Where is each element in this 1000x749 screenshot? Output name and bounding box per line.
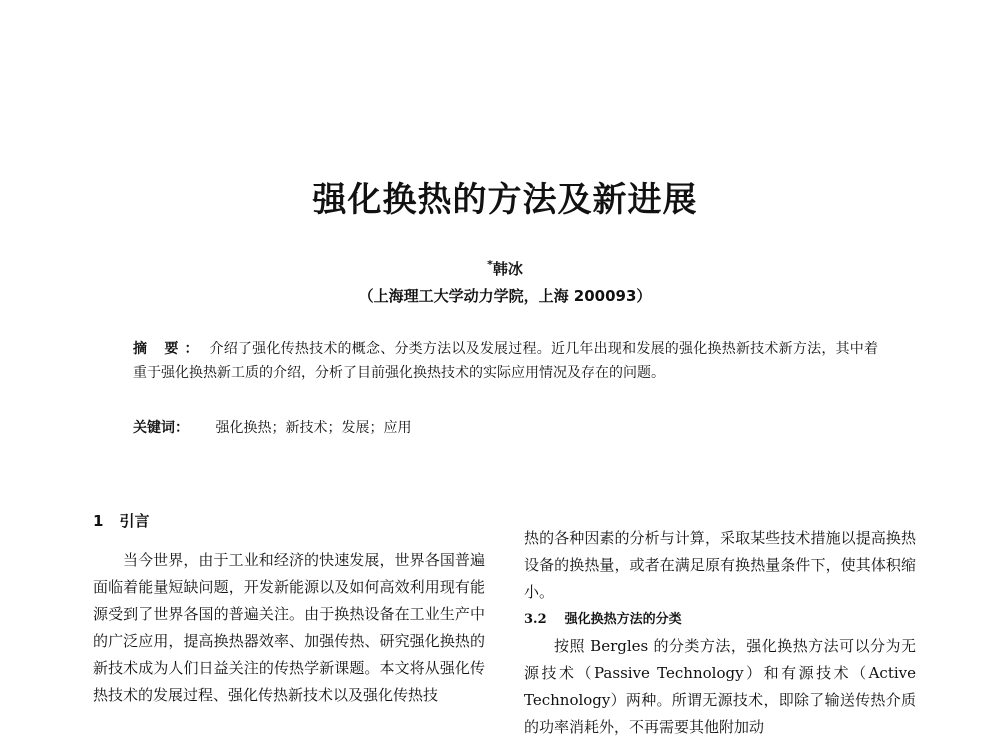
abstract-label: 摘 要：: [133, 341, 205, 357]
continued-paragraph: 热的各种因素的分析与计算，采取某些技术措施以提高换热设备的换热量，或者在满足原有换热量条件下，使其体积缩小。: [524, 529, 916, 601]
author-affiliation: （上海理工大学动力学院，上海 200093）: [358, 287, 652, 305]
author-line: [0, 258, 1000, 279]
section-1-heading: [93, 508, 485, 535]
right-column: [524, 525, 916, 741]
section-1-paragraph: 当今世界，由于工业和经济的快速发展，世界各国普遍面临着能量短缺问题，开发新能源以及如何高效利用现有能源受到了世界各国的普遍关注。由于换热设备在工业生产中的广泛应用，提高换热器效率、加强传热、研究强化换热的新技术成为人们日益关注的传热学新课题。本文将从强化传热技术的发展过程、强化传热新技术以及强化传热技: [93, 551, 485, 704]
author-mark: *: [487, 258, 493, 271]
section-3-2-title: 强化换热方法的分类: [564, 612, 682, 627]
paper-title: 强化换热的方法及新进展: [312, 180, 698, 220]
keywords-label: 关键词：: [133, 420, 189, 436]
abstract-text: 介绍了强化传热技术的概念、分类方法以及发展过程。近几年出现和发展的强化换热新技术新方法，其中着重于强化换热新工质的介绍，分析了目前强化换热技术的实际应用情况及存在的问题。: [133, 341, 879, 381]
section-3-2-paragraph: 按照 Bergles 的分类方法，强化换热方法可以分为无源技术（Passive Technology）和有源技术（Active Technology）两种。所谓无源技术，即除了输送传热介质的功率消耗外，不再需要其他附加动: [524, 637, 916, 736]
abstract: [133, 337, 878, 385]
section-1-number: 1: [93, 512, 104, 530]
author-name: 韩冰: [492, 260, 523, 278]
section-3-2-number: 3.2: [524, 612, 547, 627]
left-column: [93, 508, 485, 709]
section-3-2-heading: [524, 606, 916, 633]
keywords-text: 强化换热；新技术；发展；应用: [215, 420, 412, 436]
keywords: [133, 416, 878, 440]
section-1-title: 引言: [119, 512, 150, 530]
